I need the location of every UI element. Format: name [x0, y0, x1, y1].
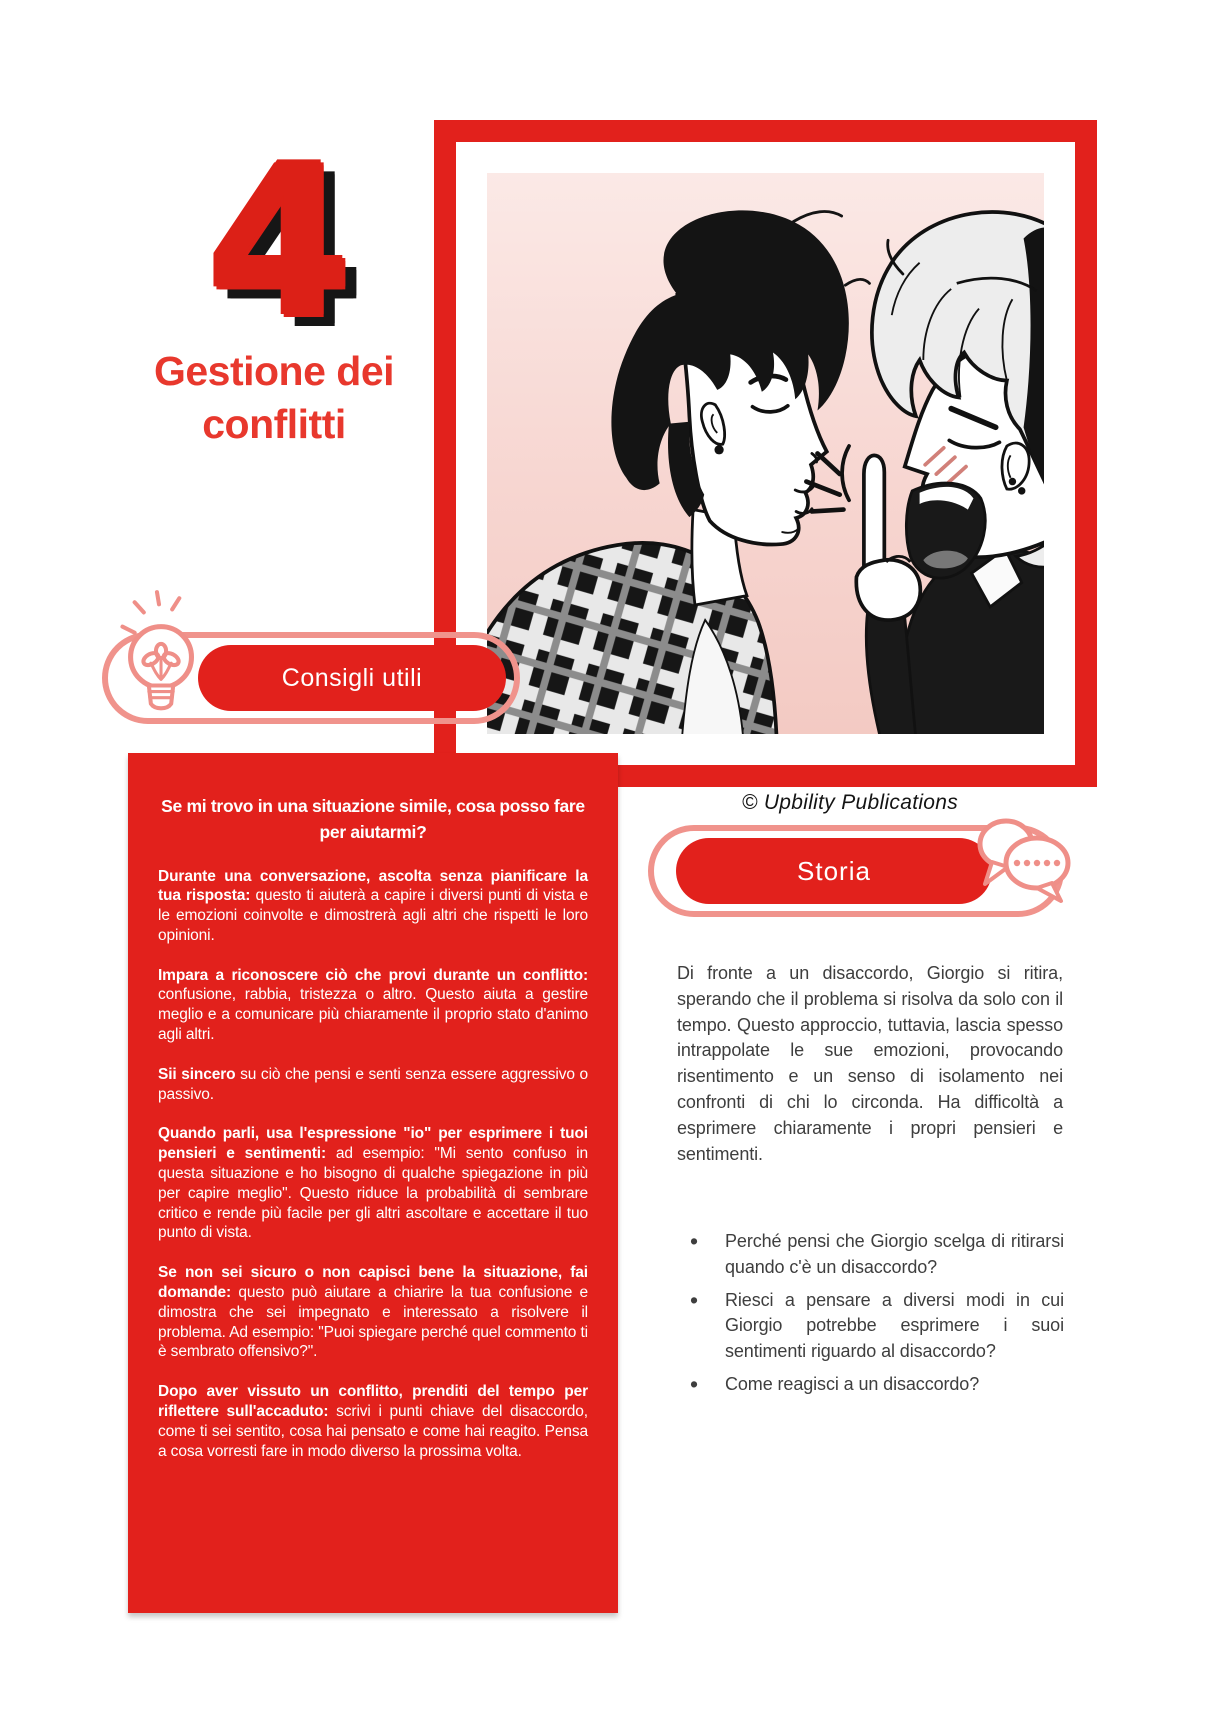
tip-body: scrivi i punti chiave del disaccordo, come ti sei sentito, cosa hai pensato e come hai reagito. Pensa a cosa vorresti fare in modo diverso la prossima volta.	[158, 1403, 588, 1460]
tip-lead: Sii sincero	[158, 1065, 236, 1083]
tip-paragraph	[158, 1065, 588, 1105]
tips-panel-heading: Se mi trovo in una situazione simile, cosa posso fare per aiutarmi?	[161, 796, 585, 843]
tips-section-button	[198, 645, 506, 711]
tip-body: ad esempio: "Mi sento confuso in questa situazione e ho bisogno di qualche spiegazione in più per capire meglio". Questo riduce la probabilità di sembrare critico e rende più facile per gli altri ascoltare e accettare il tuo punto di vista.	[158, 1145, 589, 1242]
tip-lead: Durante una conversazione, ascolta senza pianificare la tua risposta:	[158, 867, 588, 905]
tip-lead: Quando parli, usa l'espressione "io" per esprimere i tuoi pensieri e sentimenti:	[158, 1125, 588, 1163]
tip-paragraph	[158, 1124, 588, 1243]
tip-lead: Dopo aver vissuto un conflitto, prenditi del tempo per riflettere sull'accaduto:	[158, 1383, 588, 1421]
question-text: Riesci a pensare a diversi modi in cui Giorgio potrebbe esprimere i suoi sentimenti riguardo al disaccordo?	[725, 1289, 1064, 1362]
tips-section-label: Consigli utili	[281, 663, 423, 692]
tip-paragraph	[158, 966, 588, 1045]
story-section-button	[676, 838, 992, 904]
story-paragraph: Di fronte a un disaccordo, Giorgio si ritira, sperando che il problema si risolva da solo con il tempo. Questo approccio, tuttavia, lascia spesso intrappolate le sue emozioni, provocando risentimento e un senso di isolamento nei confronti di chi lo circonda. Ha difficoltà a esprimere chiaramente i propri pensieri e sentimenti.	[677, 963, 1063, 1164]
illustration-matting	[456, 142, 1075, 765]
story-section-label: Storia	[797, 855, 871, 886]
chapter-number: 4	[207, 122, 352, 364]
story-questions-list	[690, 1229, 1064, 1405]
bullet-icon: •	[690, 1228, 699, 1254]
question-text: Come reagisci a un disaccordo?	[725, 1373, 980, 1394]
bullet-icon: •	[690, 1286, 699, 1313]
list-item	[690, 1288, 1064, 1365]
tips-panel	[128, 753, 618, 1613]
copyright-notice: © Upbility Publications	[741, 791, 959, 814]
bullet-icon: •	[690, 1370, 699, 1397]
tip-body: questo può aiutare a chiarire la tua confusione e dimostra che sei impegnato e interessato a risolvere il problema. Ad esempio: "Puoi spiegare perché quel commento ti è sembrato offensivo?".	[158, 1284, 588, 1361]
boy-girl-arguing-drawing	[487, 173, 1044, 734]
speech-bubbles-icon	[970, 810, 1080, 912]
tip-paragraph	[158, 1382, 588, 1461]
illustration-frame	[434, 120, 1097, 787]
question-text: Perché pensi che Giorgio scelga di ritirarsi quando c'è un disaccordo?	[725, 1231, 1064, 1277]
tip-body: confusione, rabbia, tristezza o altro. Questo aiuta a gestire meglio e a comunicare più chiaramente il proprio stato d'animo agli altri.	[158, 986, 588, 1044]
list-item	[690, 1372, 1064, 1398]
tip-body: su ciò che pensi e senti senza essere aggressivo o passivo.	[158, 1065, 589, 1103]
tip-paragraph	[158, 867, 588, 946]
argument-illustration	[487, 173, 1044, 734]
tip-paragraph	[158, 1263, 588, 1362]
page-title: Gestione dei conflitti	[153, 348, 395, 448]
tip-body: questo ti aiuterà a capire i diversi punti di vista e le emozioni coinvolte e dimostrerà agli altri che rispetti le loro opinioni.	[158, 887, 589, 944]
lightbulb-icon	[112, 584, 206, 720]
tip-lead: Impara a riconoscere ciò che provi durante un conflitto:	[158, 966, 588, 984]
list-item	[690, 1229, 1064, 1281]
tip-lead: Se non sei sicuro o non capisci bene la situazione, fai domande:	[158, 1264, 588, 1302]
